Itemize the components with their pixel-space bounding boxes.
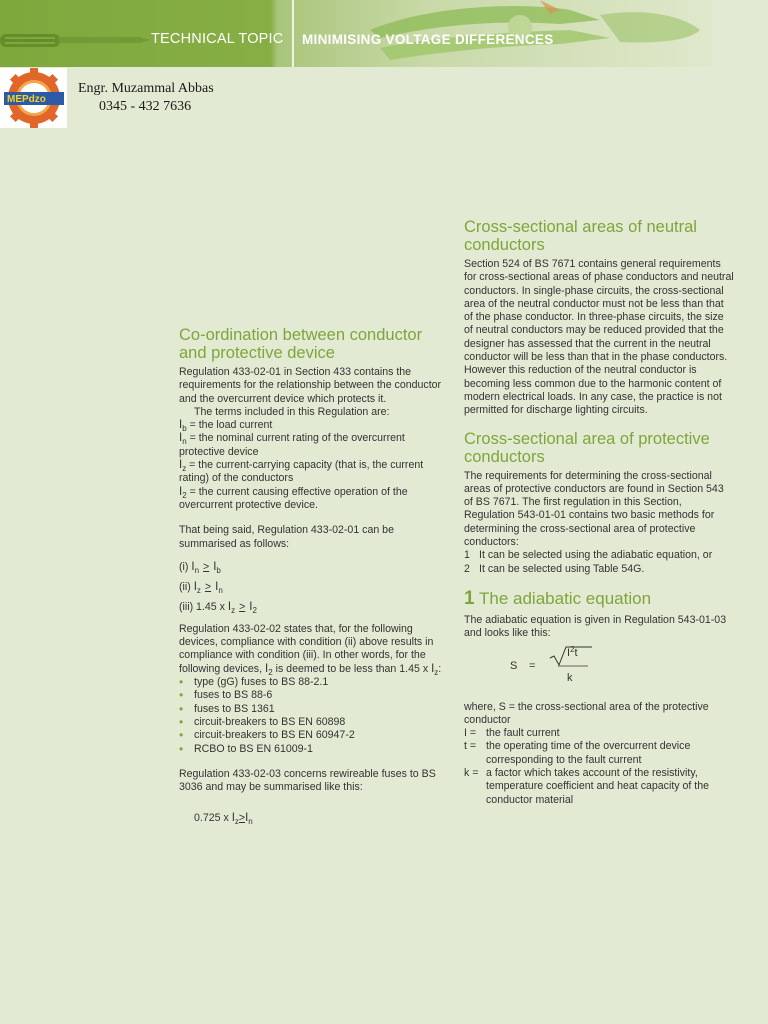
logo-text: MEPdzo (7, 94, 46, 105)
variable-definitions (464, 727, 734, 807)
methods-list (464, 549, 734, 576)
article-title: MINIMISING VOLTAGE DIFFERENCES (302, 32, 554, 47)
condition-ii: (ii) $I_z > I_n$ (179, 580, 223, 595)
protective-paragraph: The requirements for determining the cross-sectional areas of protective conductors are found in Section 543 of BS 7671. The first regulation in this Section, Regulation 543-01-01 contains two basic methods for determining the cross-sectional area of protective conductors: (464, 469, 724, 549)
right-column (464, 218, 734, 807)
terms-intro: The terms included in this Regulation are: (194, 405, 390, 418)
conditions-list (179, 557, 451, 617)
formula-lhs: S (510, 659, 518, 672)
section-heading-neutral: Cross-sectional areas of neutral conductors (464, 218, 697, 254)
gear-logo-icon (0, 68, 67, 128)
regulation-433-02-02-paragraph: Regulation 433-02-02 states that, for the following devices, compliance with condition (ii) above results in compliance with condition (iii). In other words, for the following devices, $I_2$ is deemed to be less than 1.45 x $I_z$: (179, 622, 442, 677)
section-heading-coordination: Co-ordination between conductor and protective device (179, 326, 423, 362)
formula-numerator: $I^2t$ (567, 644, 578, 659)
adiabatic-paragraph: The adiabatic equation is given in Regulation 543-01-03 and looks like this: (464, 613, 727, 640)
adiabatic-formula (464, 644, 734, 695)
term-definition: $I_n$ = the nominal current rating of the overcurrent protective device (179, 432, 405, 458)
company-logo (0, 68, 67, 128)
terms-list (179, 419, 451, 512)
header-divider (292, 0, 294, 67)
section-heading-adiabatic: 1 The adiabatic equation (464, 587, 652, 609)
section-heading-protective: Cross-sectional area of protective conductors (464, 429, 710, 466)
left-column (179, 326, 451, 828)
list-item: • RCBO to BS EN 61009-1 (179, 743, 451, 756)
term-definition: $I_z$ = the current-carrying capacity (that is, the current rating) of the conductors (179, 459, 424, 485)
condition-i: (i) $I_n > I_b$ (179, 560, 221, 575)
where-intro: where, S = the cross-sectional area of the protective conductor (464, 700, 709, 726)
list-item: I = the fault current (464, 727, 560, 740)
list-item: t = the operating time of the overcurrent device corresponding to the fault current (464, 740, 691, 766)
list-item: • fuses to BS 1361 (179, 703, 451, 716)
screwdriver-icon (0, 34, 150, 47)
list-item: 2 It can be selected using Table 54G. (464, 562, 645, 575)
term-definition: $I_2$ = the current causing effective operation of the overcurrent protective device. (179, 485, 408, 511)
author-block (78, 80, 214, 116)
condition-iii: (iii) 1.45 x $I_z > I_2$ (179, 600, 257, 615)
term-definition: $I_b$ = the load current (179, 419, 273, 434)
intro-paragraph: Regulation 433-02-01 in Section 433 contains the requirements for the relationship between the conductor and the overcurrent device which protects it. (179, 366, 442, 405)
pliers-icon (370, 0, 700, 60)
device-list (179, 676, 451, 756)
list-item: • circuit-breakers to BS EN 60898 (179, 716, 451, 729)
list-item: • circuit-breakers to BS EN 60947-2 (179, 729, 451, 742)
neutral-paragraph: Section 524 of BS 7671 contains general requirements for cross-sectional areas of phase conductors and neutral conductors. In single-phase circuits, the cross-sectional area of the neutral conductor must not be less than that of the phase conductor. In three-phase circuits, the size of neutral conductors may be reduced provided that the designer has assessed that the current in the neutral conductor will be less than that in the phase conductors. However this reduction of the neutral conductor is becoming less common due to the harmonic content of modern electrical loads. In any case, the practice is not permitted for discharge lighting circuits. (464, 258, 734, 417)
list-item: • type (gG) fuses to BS 88-2.1 (179, 676, 451, 689)
author-name: Engr. Muzammal Abbas (78, 81, 214, 96)
summary-intro: That being said, Regulation 433-02-01 can be summarised as follows: (179, 524, 394, 550)
topic-label: TECHNICAL TOPIC (151, 31, 284, 47)
list-item: • fuses to BS 88-6 (179, 689, 451, 702)
formula-equals: = (529, 659, 536, 672)
regulation-433-02-03-paragraph: Regulation 433-02-03 concerns rewireable fuses to BS 3036 and may be summarised like this: (179, 767, 436, 794)
header-band (0, 0, 712, 67)
formula-denominator: k (567, 671, 573, 684)
list-item: 1 It can be selected using the adiabatic equation, or (464, 549, 713, 562)
author-phone: 0345 - 432 7636 (99, 99, 192, 114)
list-item: k = a factor which takes account of the resistivity, temperature coefficient and heat capacity of the conductor material (464, 767, 710, 806)
rewireable-fuse-formula: 0.725 x $I_z>I_n$ (194, 812, 253, 827)
